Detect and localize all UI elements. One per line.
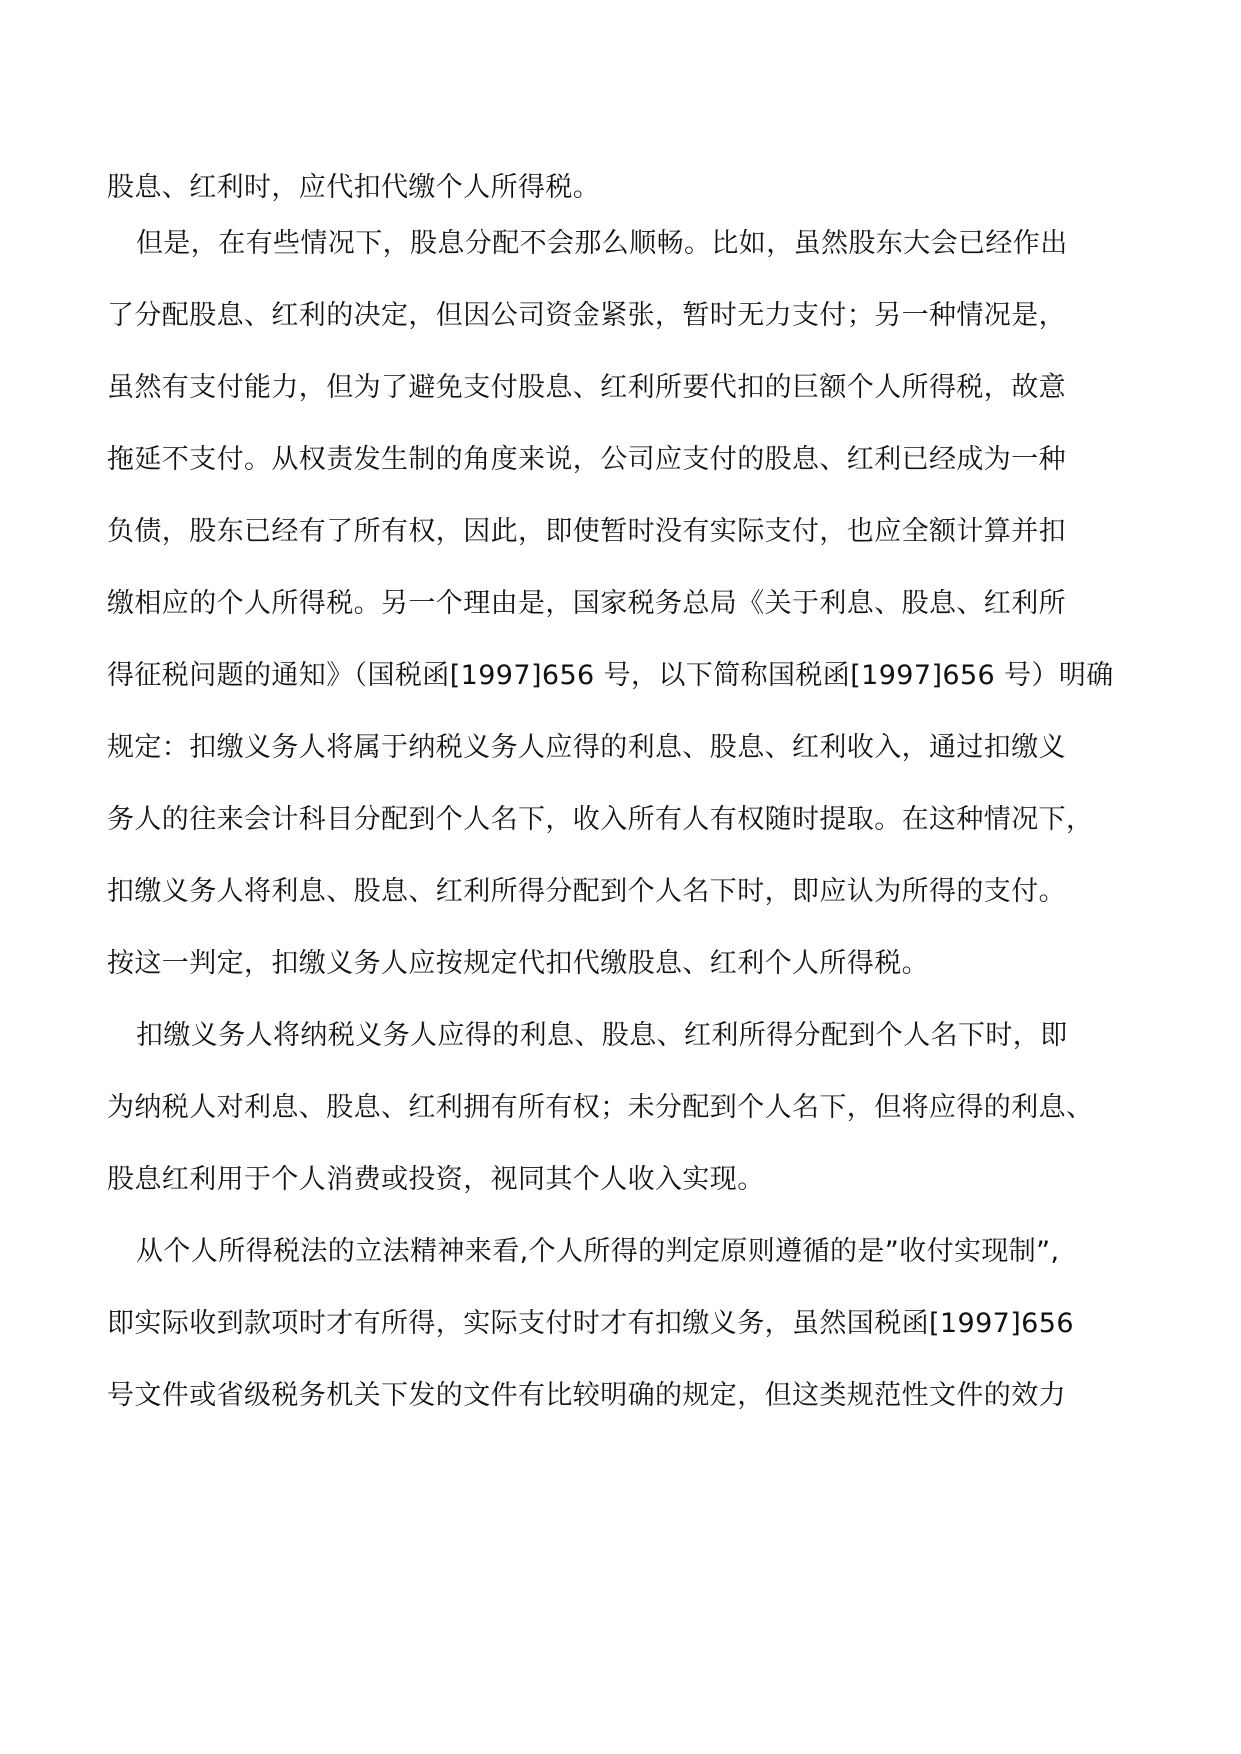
text-line: 虽然有支付能力，但为了避免支付股息、红利所要代扣的巨额个人所得税，故意 — [107, 372, 1066, 403]
text-line: 号文件或省级税务机关下发的文件有比较明确的规定，但这类规范性文件的效力 — [107, 1380, 1066, 1411]
paragraph-first-line: 扣缴义务人将纳税义务人应得的利息、股息、红利所得分配到个人名下时，即 — [136, 1020, 1068, 1051]
text-line: 缴相应的个人所得税。另一个理由是，国家税务总局《关于利息、股息、红利所 — [107, 588, 1066, 619]
text-line: 得征税问题的通知》（国税函[1997]656 号，以下简称国税函[1997]656 号）明确 — [107, 660, 1114, 691]
text-line: 负债，股东已经有了所有权，因此，即使暂时没有实际支付，也应全额计算并扣 — [107, 516, 1066, 547]
text-line: 扣缴义务人将利息、股息、红利所得分配到个人名下时，即应认为所得的支付。 — [107, 876, 1066, 907]
text-line: 务人的往来会计科目分配到个人名下，收入所有人有权随时提取。在这种情况下， — [107, 804, 1094, 835]
text-line: 规定：扣缴义务人将属于纳税义务人应得的利息、股息、红利收入，通过扣缴义 — [107, 732, 1066, 763]
paragraph-first-line: 但是，在有些情况下，股息分配不会那么顺畅。比如，虽然股东大会已经作出 — [136, 228, 1068, 259]
paragraph-first-line: 从个人所得税法的立法精神来看,个人所得的判定原则遵循的是”收付实现制”, — [136, 1236, 1060, 1267]
text-line: 股息、红利时，应代扣代缴个人所得税。 — [107, 172, 601, 203]
text-line: 了分配股息、红利的决定，但因公司资金紧张，暂时无力支付；另一种情况是， — [107, 300, 1066, 331]
text-line: 股息红利用于个人消费或投资，视同其个人收入实现。 — [107, 1164, 765, 1195]
text-line: 即实际收到款项时才有所得，实际支付时才有扣缴义务，虽然国税函[1997]656 — [107, 1308, 1074, 1339]
text-line: 拖延不支付。从权责发生制的角度来说，公司应支付的股息、红利已经成为一种 — [107, 444, 1066, 475]
text-line: 按这一判定，扣缴义务人应按规定代扣代缴股息、红利个人所得税。 — [107, 948, 929, 979]
text-line: 为纳税人对利息、股息、红利拥有所有权；未分配到个人名下，但将应得的利息、 — [107, 1092, 1094, 1123]
